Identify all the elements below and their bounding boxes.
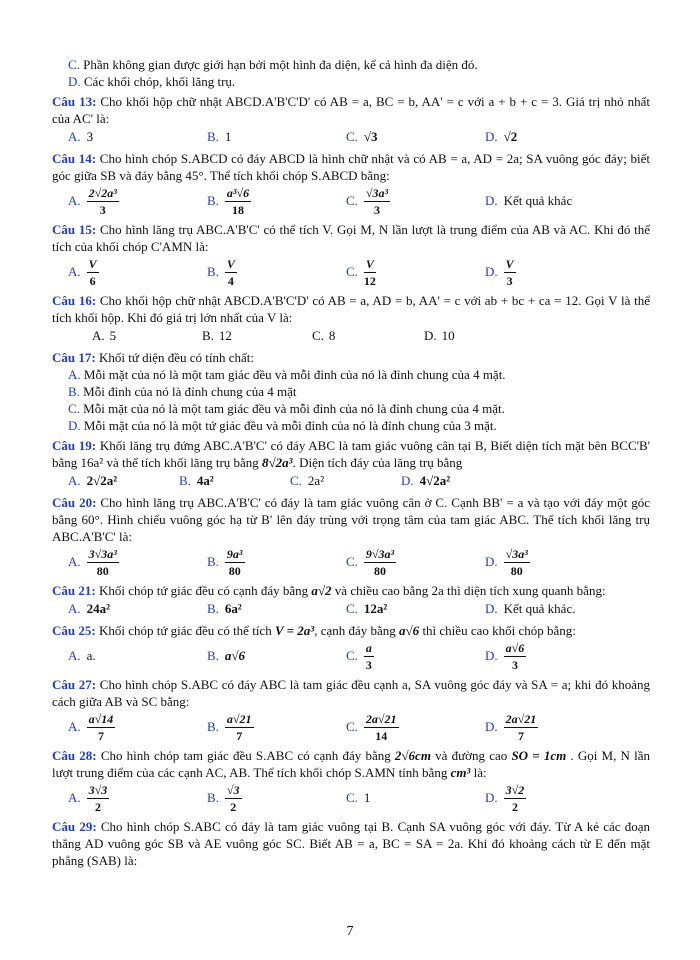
option-d: D. $\frac{2a√21}{7}$ <box>485 711 537 743</box>
option-b: B. Mỗi đỉnh của nó là đỉnh chung của 4 mặt <box>68 384 297 399</box>
fraction: $\frac{V}{4}$ <box>226 256 235 288</box>
question-14 <box>52 150 650 218</box>
question-20-text: Câu 20: Cho hình lăng trụ ABC.A'B'C' có đáy là tam giác vuông cân ở C. Cạnh BB' = a và tạo với đáy một góc bằng 60°. Hình chiếu vuông góc hạ từ B' lên đáy trùng với trọng tâm của tam giác ABC. Thể tích khối lăng trụ ABC.A'B'C' là: <box>52 495 651 544</box>
fraction: $\frac{a√6}{3}$ <box>505 640 525 672</box>
option-c: C. √3 <box>346 129 378 144</box>
question-19-options <box>52 471 650 491</box>
option-d: D. Kết quả khác. <box>485 601 576 616</box>
fraction: $\frac{\text{√3a³}}{80}$ <box>505 546 528 578</box>
question-20 <box>52 494 650 579</box>
fraction: $\frac{a√21}{7}$ <box>226 711 252 743</box>
option-c: C. 8 <box>312 328 336 343</box>
question-14-options <box>52 184 650 218</box>
option-a: A. $\frac{V}{6}$ <box>68 256 97 288</box>
option-b: B. a√6 <box>207 648 246 663</box>
question-13-options <box>52 127 650 147</box>
fraction: $\frac{\text{9a³}}{80}$ <box>226 546 243 578</box>
option-b: B. $\frac{\text{9a³}}{80}$ <box>207 546 243 578</box>
question-29-text: Câu 29: Cho hình chóp S.ABC có đáy là tam giác vuông tại B. Cạnh SA vuông góc với đáy. Từ A kẻ các đoạn thẳng AD vuông góc SB và AE vuông góc SC. Biết AB = a, BC = SA = 2a. Khi đó khoảng cách từ E đến mặt phẳng (SAB) là: <box>52 819 651 868</box>
option-a: A. $\frac{\text{3√3a³}}{80}$ <box>68 546 117 578</box>
fraction: $\frac{a√14}{7}$ <box>88 711 114 743</box>
question-19-text: Câu 19: Khối lăng trụ đứng ABC.A'B'C' có đáy ABC là tam giác vuông cân tại B, Biết diện tích mặt bên BCC'B' bằng 16a² và thể tích khối lăng trụ bằng 8√2a³. Diện tích đáy của lăng trụ bằng <box>52 438 651 470</box>
fraction: $\frac{\text{2√2a³}}{3}$ <box>88 185 117 217</box>
question-25-options <box>52 639 650 673</box>
option-c: C. $\frac{2a√21}{14}$ <box>346 711 397 743</box>
question-13-text: Câu 13: Cho khối hộp chữ nhật ABCD.A'B'C'D' có AB = a, BC = b, AA' = c với a + b + c = 3. Giá trị nhỏ nhất của AC' là: <box>52 94 651 126</box>
intro-option-d: D. Các khối chóp, khối lăng trụ. <box>68 74 236 89</box>
option-a: A. $\frac{3√3}{2}$ <box>68 782 108 814</box>
fraction: $\frac{a}{3}$ <box>365 640 372 672</box>
option-d: D. √2 <box>485 129 518 144</box>
fraction: $\frac{\text{9√3a³}}{80}$ <box>365 546 395 578</box>
option-b: B. 12 <box>202 328 232 343</box>
option-b: B. $\frac{V}{4}$ <box>207 256 235 288</box>
option-d: D. 10 <box>424 328 455 343</box>
option-a: A. 5 <box>92 328 117 343</box>
question-27 <box>52 676 650 744</box>
option-d: D. $\frac{a√6}{3}$ <box>485 640 525 672</box>
fraction: $\frac{√3}{2}$ <box>226 782 240 814</box>
option-d: D. $\frac{3√2}{2}$ <box>485 782 525 814</box>
question-16 <box>52 292 650 346</box>
question-25-text: Câu 25: Khối chóp tứ giác đều có thể tích V = 2a³, cạnh đáy bằng a√6 thì chiều cao khối chóp bằng: <box>52 623 576 638</box>
option-a: A. Mỗi mặt của nó là một tam giác đều và mỗi đỉnh của nó là đỉnh chung của 4 mặt. <box>68 367 506 382</box>
fraction: $\frac{2a√21}{7}$ <box>505 711 537 743</box>
option-b: B. 6a² <box>207 601 242 616</box>
question-16-text: Câu 16: Cho khối hộp chữ nhật ABCD.A'B'C'D' có AB = a, AD = b, AA' = c với ab + bc + ca = 12. Gọi V là thể tích khối hộp. Khi đó giá trị lớn nhất của V là: <box>52 293 651 325</box>
question-15-options <box>52 255 650 289</box>
question-21-text: Câu 21: Khối chóp tứ giác đều có cạnh đáy bằng a√2 và chiều cao bằng 2a thì diện tích xung quanh bằng: <box>52 583 606 598</box>
option-a: A. 2√2a² <box>68 473 118 488</box>
option-d: D. $\frac{\text{√3a³}}{80}$ <box>485 546 528 578</box>
option-a: A. $\frac{a√14}{7}$ <box>68 711 114 743</box>
question-29 <box>52 818 650 869</box>
fraction: $\frac{\text{√3a³}}{3}$ <box>365 185 389 217</box>
option-c: C. $\frac{V}{12}$ <box>346 256 376 288</box>
fraction: $\frac{\text{3√3a³}}{80}$ <box>88 546 117 578</box>
option-c: C. 1 <box>346 790 371 805</box>
question-13 <box>52 93 650 147</box>
question-28-options <box>52 781 650 815</box>
option-a: A. $\frac{\text{2√2a³}}{3}$ <box>68 185 117 217</box>
option-b: B. 4a² <box>179 473 214 488</box>
option-a: A. 3 <box>68 129 94 144</box>
fraction: $\frac{V}{3}$ <box>505 256 514 288</box>
option-c: C. Mỗi mặt của nó là một tam giác đều và mỗi đỉnh của nó là đỉnh chung của 4 mặt. <box>68 401 505 416</box>
fraction: $\frac{3√2}{2}$ <box>505 782 525 814</box>
question-19 <box>52 437 650 491</box>
option-c: C. $\frac{a}{3}$ <box>346 640 372 672</box>
option-b: B. 1 <box>207 129 232 144</box>
fraction: $\frac{V}{12}$ <box>363 256 376 288</box>
document-page <box>52 56 650 869</box>
page-number: 7 <box>346 924 354 939</box>
option-d: D. $\frac{V}{3}$ <box>485 256 514 288</box>
question-27-options <box>52 710 650 744</box>
question-20-options <box>52 545 650 579</box>
option-c: C. 12a² <box>346 601 388 616</box>
option-d: D. 4√2a² <box>401 473 451 488</box>
option-a: A. 24a² <box>68 601 111 616</box>
question-27-text: Câu 27: Cho hình chóp S.ABC có đáy ABC là tam giác đều cạnh a, SA vuông góc đáy và SA = a; khi đó khoảng cách giữa AB và SC bằng: <box>52 677 651 709</box>
option-c: C. 2a² <box>290 473 325 488</box>
question-17 <box>52 349 650 434</box>
option-b: B. $\frac{\text{a³√6}}{18}$ <box>207 185 250 217</box>
fraction: $\frac{2a√21}{14}$ <box>365 711 397 743</box>
option-a: A. a. <box>68 648 96 663</box>
fraction: $\frac{\text{a³√6}}{18}$ <box>226 185 250 217</box>
option-d: D. Kết quả khác <box>485 193 573 208</box>
option-c: C. $\frac{\text{9√3a³}}{80}$ <box>346 546 395 578</box>
intro-option-c: C. Phần không gian được giới hạn bởi một hình đa diện, kể cả hình đa diện đó. <box>68 57 478 72</box>
question-25 <box>52 622 650 673</box>
question-15 <box>52 221 650 289</box>
option-d: D. Mỗi mặt của nó là một tứ giác đều và mỗi đỉnh của nó là đỉnh chung của 3 mặt. <box>68 418 497 433</box>
question-14-text: Câu 14: Cho hình chóp S.ABCD có đáy ABCD là hình chữ nhật và có AB = a, AD = 2a; SA vuông góc đáy; biết góc giữa SB và đáy bằng 45°. Thể tích khối chóp S.ABCD bằng: <box>52 151 650 183</box>
question-28-text: Câu 28: Cho hình chóp tam giác đều S.ABC có cạnh đáy bằng 2√6cm và đường cao SO = 1cm . Gọi M, N lần lượt trung điểm của các cạnh AC, AB. Thể tích khối chóp S.AMN tính bằng cm³ là: <box>52 748 650 780</box>
question-16-options <box>52 326 650 346</box>
question-17-text: Câu 17: Khối tứ diện đều có tính chất: <box>52 350 255 365</box>
fraction: $\frac{3√3}{2}$ <box>88 782 108 814</box>
option-b: B. $\frac{√3}{2}$ <box>207 782 240 814</box>
option-c: C. $\frac{\text{√3a³}}{3}$ <box>346 185 389 217</box>
question-15-text: Câu 15: Cho hình lăng trụ ABC.A'B'C' có thể tích V. Gọi M, N lần lượt là trung điểm của AB và AC. Khi đó thể tích của khối chóp C'AMN là: <box>52 222 651 254</box>
question-21 <box>52 582 650 619</box>
question-28 <box>52 747 650 815</box>
question-21-options <box>52 599 650 619</box>
option-b: B. $\frac{a√21}{7}$ <box>207 711 252 743</box>
fraction: $\frac{V}{6}$ <box>88 256 97 288</box>
